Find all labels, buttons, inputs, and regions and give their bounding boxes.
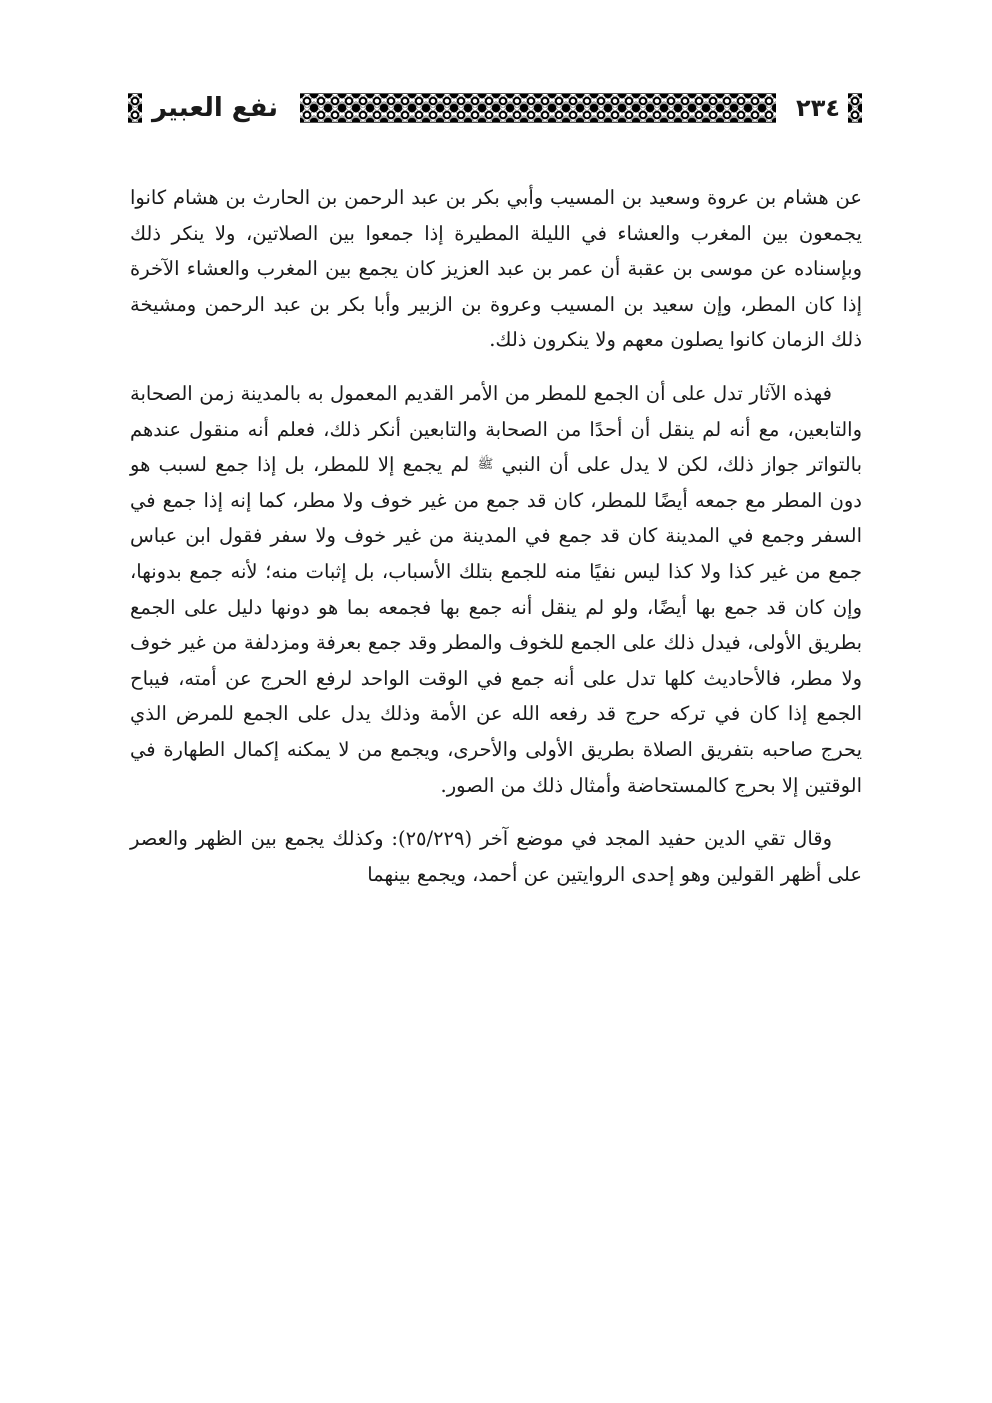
paragraph-2-part-1: فهذه الآثار تدل على أن الجمع للمطر من الأمر القديم المعمول به بالمدينة زمن الصحابة والتابعين، مع أنه لم ينقل أن أحدًا من الصحابة والتابعين أنكر ذلك، فعلم أنه منقول عندهم بالتواتر جواز ذلك، لكن لا يدل على أن النبي <box>130 381 863 477</box>
ornament-end-icon <box>128 93 142 123</box>
honorific-salawat-icon: ﷺ <box>477 457 494 473</box>
ornament-end-icon <box>848 93 862 123</box>
page-body <box>130 180 862 892</box>
paragraph-2-part-2: لم يجمع إلا للمطر، بل إذا جمع لسبب هو دون المطر مع جمعه أيضًا للمطر، كان قد جمع من غير خوف ولا مطر، كما إنه إذا جمع في السفر وجمع في المدينة كان قد جمع في المدينة من غير خوف ولا سفر فقول ابن عباس جمع من غير كذا ولا كذا ليس نفيًا منه للجمع بتلك الأسباب، بل إثبات منه؛ لأنه جمع بدونها، وإن كان قد جمع بها أيضًا، ولو لم ينقل أنه جمع بها فجمعه بما هو دونها دليل على الجمع بطريق الأولى، فيدل ذلك على الجمع للخوف والمطر وقد جمع بعرفة ومزدلفة من غير خوف ولا مطر، فالأحاديث كلها تدل على أنه جمع في الوقت الواحد لرفع الحرج عن أمته، فيباح الجمع إذا كان في تركه حرج قد رفعه الله عن الأمة وذلك يدل على الجمع للمرض الذي يحرج صاحبه بتفريق الصلاة بطريق الأولى والأحرى، ويجمع من لا يمكنه إكمال الطهارة في الوقتين إلا بحرج كالمستحاضة وأمثال ذلك من الصور. <box>130 453 862 797</box>
ornament-band-icon <box>300 93 776 123</box>
running-title: نفع العبير <box>152 93 279 123</box>
paragraph-2 <box>130 376 862 803</box>
page-header <box>128 92 862 124</box>
paragraph-1: عن هشام بن عروة وسعيد بن المسيب وأبي بكر بن عبد الرحمن بن الحارث بن هشام كانوا يجمعون بين المغرب والعشاء في الليلة المطيرة إذا جمعوا بين الصلاتين، ولا ينكر ذلك وبإسناده عن موسى بن عقبة أن عمر بن عبد العزيز كان يجمع بين المغرب والعشاء الآخرة إذا كان المطر، وإن سعيد بن المسيب وعروة بن الزبير وأبا بكر بن عبد الرحمن ومشيخة ذلك الزمان كانوا يصلون معهم ولا ينكرون ذلك. <box>130 186 862 352</box>
page-number: ٢٣٤ <box>796 94 840 122</box>
paragraph-3: وقال تقي الدين حفيد المجد في موضع آخر (٢٥/٢٢٩): وكذلك يجمع بين الظهر والعصر على أظهر القولين وهو إحدى الروايتين عن أحمد، ويجمع بينهما <box>130 827 862 886</box>
